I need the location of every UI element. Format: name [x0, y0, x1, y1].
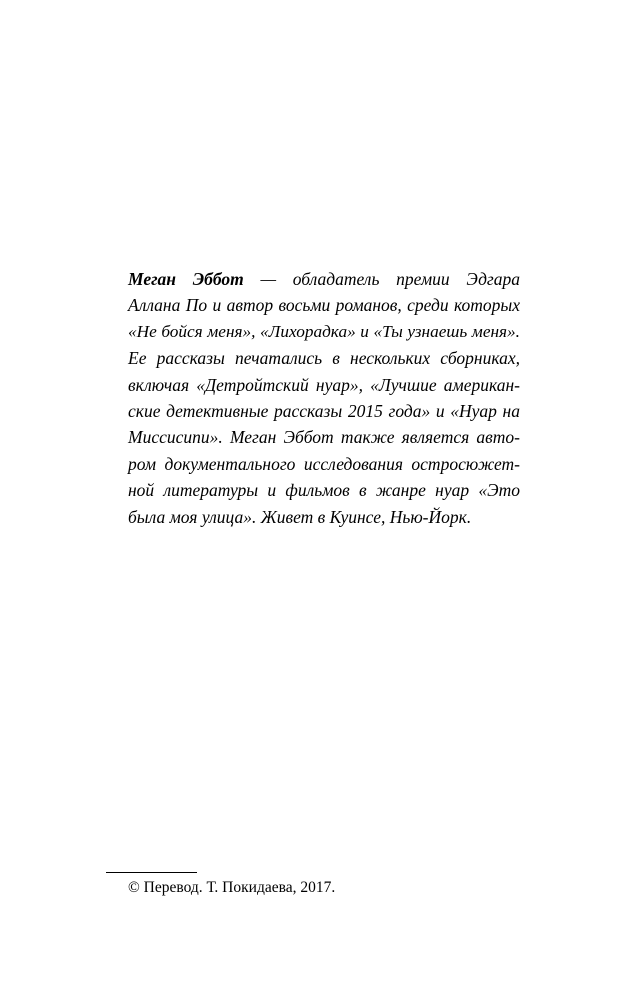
bio-line: Миссисипи». Меган Эббот также является авто- [128, 427, 520, 448]
bio-line: включая «Детройтский нуар», «Лучшие американ- [128, 374, 520, 395]
bio-line-rest: — обладатель премии Эдгара [243, 269, 521, 289]
bio-line: ские детективные рассказы 2015 года» и «Нуар на [128, 400, 520, 421]
footnote-rule [106, 872, 197, 873]
bio-line [128, 266, 520, 292]
bio-line: «Не бойся меня», «Лихорадка» и «Ты узнаешь меня». [128, 321, 520, 341]
author-name: Меган Эббот [128, 269, 244, 289]
translation-credit: © Перевод. Т. Покидаева, 2017. [128, 879, 336, 896]
bio-line: была моя улица». Живет в Куинсе, Нью-Йорк. [128, 506, 472, 527]
bio-line: ной литературы и фильмов в жанре нуар «Это [128, 480, 520, 501]
bio-line: Ее рассказы печатались в нескольких сборниках, [128, 348, 520, 369]
bio-line: Аллана По и автор восьми романов, среди которых [128, 295, 520, 316]
bio-line: ром документального исследования остросюжет- [128, 453, 520, 474]
author-bio [128, 266, 520, 530]
